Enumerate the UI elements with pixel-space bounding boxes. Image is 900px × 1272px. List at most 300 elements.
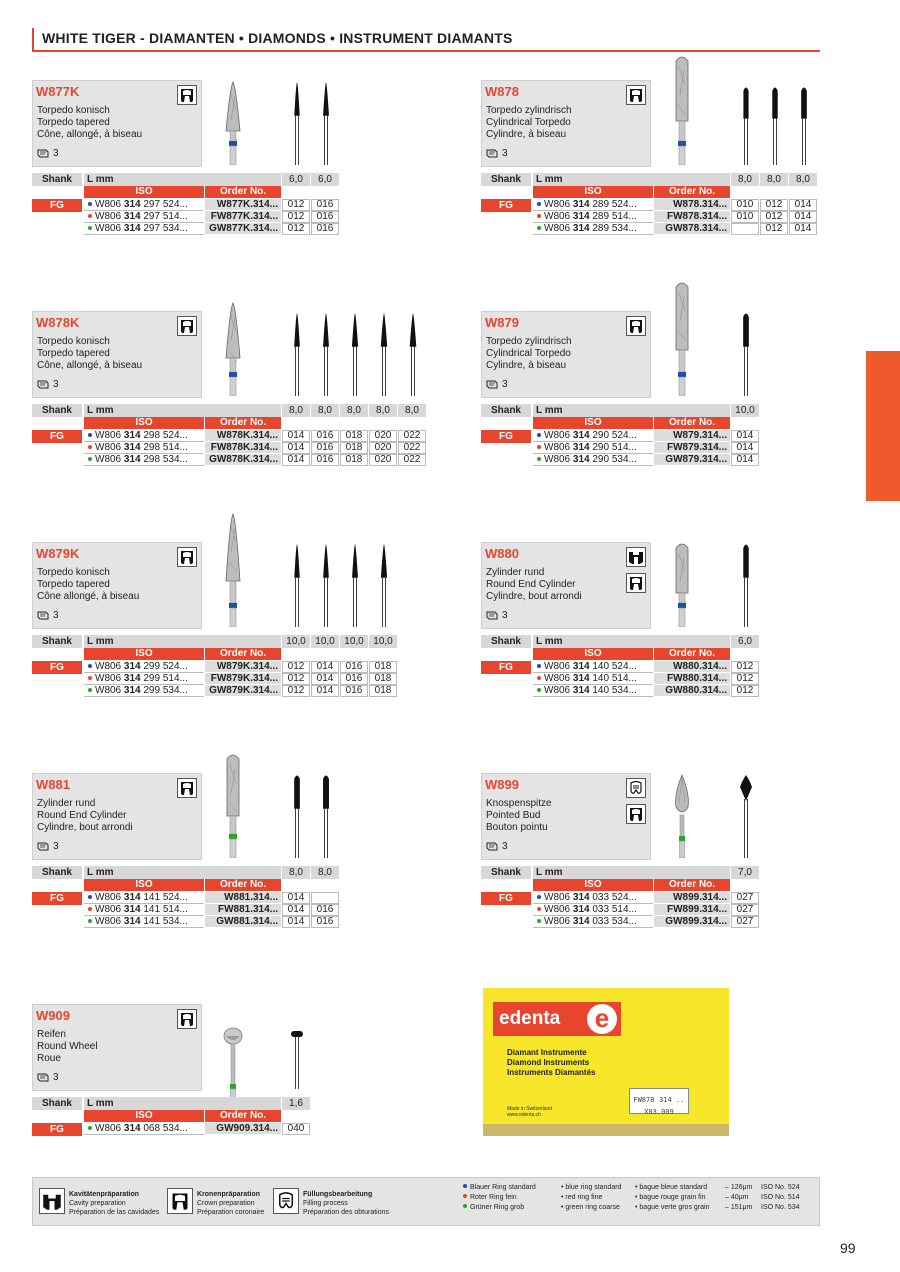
iso-suffix: 298 524... xyxy=(140,430,188,441)
bur-silhouette xyxy=(406,311,420,401)
description-line: Cône allongé, à biseau xyxy=(37,591,140,602)
ring-dot xyxy=(463,1184,467,1188)
iso-shank-code: 314 xyxy=(123,673,141,684)
package-icon xyxy=(486,841,502,852)
length-value: 10,0 xyxy=(340,635,368,648)
legend-line: Cavity preparation xyxy=(69,1200,126,1207)
package-website: www.edenta.ch xyxy=(507,1112,541,1118)
bur-photo xyxy=(671,55,693,170)
bur-silhouette xyxy=(290,542,304,632)
product-code: W879 xyxy=(485,315,519,330)
product-code: W879K xyxy=(36,546,80,561)
crown-icon xyxy=(177,85,197,105)
size-cell: 012 xyxy=(282,673,310,685)
order-number: FW878.314... xyxy=(654,211,730,223)
iso-prefix: W806 xyxy=(544,892,573,903)
iso-suffix: 289 514... xyxy=(589,211,637,222)
length-value: 6,0 xyxy=(311,173,339,186)
ring-legend-en: • green ring coarse xyxy=(561,1204,620,1211)
iso-shank-code: 314 xyxy=(123,430,141,441)
fg-label: FG xyxy=(32,199,82,212)
product-description xyxy=(37,798,133,834)
iso-prefix: W806 xyxy=(95,223,124,234)
size-cell: 012 xyxy=(760,199,788,211)
size-cell: 014 xyxy=(731,454,759,466)
order-number: FW881.314... xyxy=(205,904,281,916)
product-description xyxy=(486,567,582,603)
description-line: Torpedo konisch xyxy=(37,105,110,116)
size-cell xyxy=(311,892,339,904)
iso-number xyxy=(84,904,204,916)
iso-shank-code: 314 xyxy=(123,661,141,672)
legend-line: Crown preparation xyxy=(197,1200,255,1207)
order-number: GW909.314... xyxy=(205,1123,281,1135)
ring-legend-de xyxy=(463,1183,536,1193)
shank-label: Shank xyxy=(481,173,531,186)
size-cell: 020 xyxy=(369,442,397,454)
order-number: GW878.314... xyxy=(654,223,730,235)
size-cell: 012 xyxy=(282,685,310,697)
iso-suffix: 140 524... xyxy=(589,661,637,672)
order-header: Order No. xyxy=(205,648,281,660)
ring-fr-text: bague bleue standard xyxy=(639,1184,708,1191)
bur-photo xyxy=(671,281,693,401)
legend-title: Füllungsbearbeitung xyxy=(303,1191,373,1198)
size-cell: 014 xyxy=(282,904,310,916)
fg-label: FG xyxy=(32,1123,82,1136)
iso-prefix: W806 xyxy=(544,673,573,684)
iso-prefix: W806 xyxy=(95,454,124,465)
description-line: Reifen xyxy=(37,1029,66,1040)
iso-prefix: W806 xyxy=(95,442,124,453)
iso-number xyxy=(84,430,204,442)
pack-quantity xyxy=(486,379,508,390)
size-cell: 014 xyxy=(311,673,339,685)
iso-number xyxy=(84,199,204,211)
description-line: Torpedo konisch xyxy=(37,567,110,578)
length-value: 8,0 xyxy=(731,173,759,186)
package-small-print xyxy=(507,1106,552,1118)
fg-label: FG xyxy=(32,661,82,674)
bur-silhouette xyxy=(739,85,753,170)
product-description xyxy=(37,567,139,603)
iso-suffix: 299 524... xyxy=(140,661,188,672)
ring-dot xyxy=(537,688,541,692)
iso-prefix: W806 xyxy=(544,199,573,210)
length-label: L mm xyxy=(533,173,730,186)
iso-suffix: 140 534... xyxy=(589,685,637,696)
order-number: W879.314... xyxy=(654,430,730,442)
iso-suffix: 299 534... xyxy=(140,685,188,696)
iso-number xyxy=(533,904,653,916)
pack-quantity-value: 3 xyxy=(502,148,508,159)
order-header: Order No. xyxy=(654,186,730,198)
size-cell: 016 xyxy=(340,673,368,685)
iso-number xyxy=(84,211,204,223)
iso-number xyxy=(533,211,653,223)
bur-silhouette xyxy=(319,773,333,863)
package-icon xyxy=(37,148,53,159)
brand-logo: edenta xyxy=(493,1002,621,1036)
iso-shank-code: 314 xyxy=(572,916,590,927)
crown-icon xyxy=(626,573,646,593)
ring-dot xyxy=(537,202,541,206)
size-cell: 022 xyxy=(398,442,426,454)
size-cell: 018 xyxy=(369,673,397,685)
size-cell: 014 xyxy=(282,916,310,928)
iso-shank-code: 314 xyxy=(123,904,141,915)
package-icon xyxy=(37,1072,53,1083)
length-value: 8,0 xyxy=(398,404,426,417)
ring-dot xyxy=(537,445,541,449)
ring-legend-size: – 40μm xyxy=(725,1194,749,1201)
bur-silhouette xyxy=(290,773,304,863)
size-cell: 018 xyxy=(340,430,368,442)
ring-dot xyxy=(88,202,92,206)
length-value: 10,0 xyxy=(731,404,759,417)
ring-dot xyxy=(537,214,541,218)
iso-number xyxy=(84,661,204,673)
legend-title: Kronenpräparation xyxy=(197,1191,261,1198)
description-line: Zylinder rund xyxy=(486,567,545,578)
bur-silhouette xyxy=(348,311,362,401)
crown-icon xyxy=(626,85,646,105)
product-package-photo xyxy=(483,988,729,1136)
product-info-box xyxy=(32,542,202,629)
length-value: 8,0 xyxy=(282,404,310,417)
iso-shank-code: 314 xyxy=(572,685,590,696)
crown-icon xyxy=(177,547,197,567)
ring-legend-iso: ISO No. 514 xyxy=(761,1194,800,1201)
iso-suffix: 299 514... xyxy=(140,673,188,684)
product-info-box xyxy=(481,311,651,398)
size-cell: 014 xyxy=(282,430,310,442)
ring-dot xyxy=(88,907,92,911)
product-info-box xyxy=(32,80,202,167)
description-line: Bouton pointu xyxy=(486,822,548,833)
ring-dot xyxy=(537,664,541,668)
pack-quantity-value: 3 xyxy=(53,1072,59,1083)
order-number: W880.314... xyxy=(654,661,730,673)
iso-number xyxy=(84,685,204,697)
ring-dot xyxy=(537,433,541,437)
ring-dot xyxy=(88,664,92,668)
iso-suffix: 033 524... xyxy=(589,892,637,903)
iso-shank-code: 314 xyxy=(123,199,141,210)
package-icon xyxy=(37,610,53,621)
length-value: 8,0 xyxy=(282,866,310,879)
ring-legend-de xyxy=(463,1193,517,1203)
pack-quantity xyxy=(37,841,59,852)
size-cell: 014 xyxy=(282,454,310,466)
iso-number xyxy=(533,673,653,685)
iso-number xyxy=(84,892,204,904)
iso-number xyxy=(533,454,653,466)
iso-header: ISO xyxy=(533,186,653,198)
iso-prefix: W806 xyxy=(95,892,124,903)
iso-number xyxy=(84,454,204,466)
order-number: GW877K.314... xyxy=(205,223,281,235)
iso-number xyxy=(533,223,653,235)
ring-legend-en: • red ring fine xyxy=(561,1194,603,1201)
ring-dot xyxy=(88,688,92,692)
package-text xyxy=(507,1048,595,1078)
pack-quantity-value: 3 xyxy=(53,610,59,621)
size-cell: 016 xyxy=(311,442,339,454)
iso-number xyxy=(533,430,653,442)
product-code: W877K xyxy=(36,84,80,99)
size-cell: 010 xyxy=(731,199,759,211)
description-line: Torpedo tapered xyxy=(37,117,110,128)
order-number: W878.314... xyxy=(654,199,730,211)
pack-quantity-value: 3 xyxy=(502,841,508,852)
package-icon xyxy=(37,841,53,852)
iso-shank-code: 314 xyxy=(572,661,590,672)
iso-shank-code: 314 xyxy=(572,673,590,684)
length-value: 10,0 xyxy=(282,635,310,648)
size-cell xyxy=(731,223,759,235)
order-number: GW880.314... xyxy=(654,685,730,697)
ring-dot xyxy=(88,433,92,437)
order-header: Order No. xyxy=(654,417,730,429)
ring-dot xyxy=(537,457,541,461)
description-line: Cylindre, à biseau xyxy=(486,129,567,140)
order-number: FW879K.314... xyxy=(205,673,281,685)
description-line: Cône, allongé, à biseau xyxy=(37,360,143,371)
description-line: Torpedo konisch xyxy=(37,336,110,347)
length-label: L mm xyxy=(84,635,281,648)
size-cell: 012 xyxy=(731,661,759,673)
legend-title: Kavitätenpräparation xyxy=(69,1191,140,1198)
iso-prefix: W806 xyxy=(95,685,124,696)
fg-label: FG xyxy=(481,430,531,443)
pack-quantity-value: 3 xyxy=(502,379,508,390)
iso-header: ISO xyxy=(84,186,204,198)
ring-dot xyxy=(88,895,92,899)
order-number: FW880.314... xyxy=(654,673,730,685)
shank-label: Shank xyxy=(481,635,531,648)
description-line: Zylinder rund xyxy=(37,798,96,809)
shank-label: Shank xyxy=(481,866,531,879)
product-w880 xyxy=(481,542,821,732)
ring-legend-size: – 126μm xyxy=(725,1184,753,1191)
iso-suffix: 289 534... xyxy=(589,223,637,234)
order-number: GW879.314... xyxy=(654,454,730,466)
iso-prefix: W806 xyxy=(544,916,573,927)
product-w877k xyxy=(32,80,372,270)
iso-prefix: W806 xyxy=(95,661,124,672)
iso-number xyxy=(84,1123,204,1135)
iso-number xyxy=(533,892,653,904)
size-cell: 014 xyxy=(311,685,339,697)
bur-silhouette xyxy=(377,311,391,401)
description-line: Torpedo zylindrisch xyxy=(486,105,572,116)
length-label: L mm xyxy=(84,404,281,417)
iso-prefix: W806 xyxy=(544,904,573,915)
iso-shank-code: 314 xyxy=(123,1123,141,1134)
size-cell: 016 xyxy=(311,223,339,235)
size-cell: 010 xyxy=(731,211,759,223)
description-line: Cylindrical Torpedo xyxy=(486,348,571,359)
product-description xyxy=(37,336,142,372)
iso-shank-code: 314 xyxy=(572,904,590,915)
product-w899 xyxy=(481,773,821,963)
length-value: 6,0 xyxy=(282,173,310,186)
ring-dot xyxy=(88,1126,92,1130)
shank-label: Shank xyxy=(32,1097,82,1110)
size-cell: 012 xyxy=(731,673,759,685)
size-cell: 012 xyxy=(760,211,788,223)
pack-quantity xyxy=(37,1072,59,1083)
ring-dot xyxy=(88,214,92,218)
size-cell: 018 xyxy=(369,661,397,673)
iso-shank-code: 314 xyxy=(572,454,590,465)
size-cell: 016 xyxy=(311,199,339,211)
product-w909 xyxy=(32,1004,372,1194)
product-code: W880 xyxy=(485,546,519,561)
bur-silhouette xyxy=(290,311,304,401)
order-header: Order No. xyxy=(205,417,281,429)
bur-silhouette xyxy=(739,311,753,401)
filling-icon xyxy=(626,778,646,798)
iso-number xyxy=(84,673,204,685)
iso-number xyxy=(84,442,204,454)
fg-label: FG xyxy=(481,892,531,905)
ring-dot xyxy=(537,907,541,911)
size-cell: 014 xyxy=(311,661,339,673)
size-cell: 020 xyxy=(369,430,397,442)
ring-dot xyxy=(463,1204,467,1208)
fg-label: FG xyxy=(32,430,82,443)
package-icon xyxy=(37,379,53,390)
iso-prefix: W806 xyxy=(95,430,124,441)
ring-en-text: green ring coarse xyxy=(565,1204,620,1211)
order-number: FW878K.314... xyxy=(205,442,281,454)
iso-suffix: 290 514... xyxy=(589,442,637,453)
iso-number xyxy=(84,223,204,235)
crown-icon xyxy=(626,316,646,336)
size-cell: 018 xyxy=(369,685,397,697)
size-cell: 014 xyxy=(789,199,817,211)
ring-dot xyxy=(88,226,92,230)
cavity-icon xyxy=(39,1188,65,1214)
description-line: Pointed Bud xyxy=(486,810,541,821)
description-line: Cylindre, bout arrondi xyxy=(486,591,582,602)
size-cell: 020 xyxy=(369,454,397,466)
shank-label: Shank xyxy=(32,635,82,648)
iso-header: ISO xyxy=(84,1110,204,1122)
iso-suffix: 290 524... xyxy=(589,430,637,441)
ring-legend-size: – 151μm xyxy=(725,1204,753,1211)
length-value: 6,0 xyxy=(731,635,759,648)
iso-number xyxy=(533,685,653,697)
fg-label: FG xyxy=(32,892,82,905)
iso-header: ISO xyxy=(84,417,204,429)
description-line: Round End Cylinder xyxy=(37,810,127,821)
cavity-icon xyxy=(626,547,646,567)
description-line: Round End Cylinder xyxy=(486,579,576,590)
size-cell: 012 xyxy=(282,211,310,223)
length-value: 1,6 xyxy=(282,1097,310,1110)
shank-label: Shank xyxy=(32,866,82,879)
package-label-line: FW878 xyxy=(633,1096,655,1104)
bur-silhouette xyxy=(290,1029,304,1094)
length-label: L mm xyxy=(533,404,730,417)
ring-dot xyxy=(537,226,541,230)
size-cell: 018 xyxy=(340,454,368,466)
ring-de-text: Blauer Ring standard xyxy=(470,1184,536,1191)
description-line: Torpedo tapered xyxy=(37,579,110,590)
iso-suffix: 297 534... xyxy=(140,223,188,234)
legend-text xyxy=(69,1190,159,1217)
legend-line: Préparation des obturations xyxy=(303,1209,389,1216)
ring-legend-fr: • bague rouge grain fin xyxy=(635,1194,706,1201)
length-label: L mm xyxy=(533,866,730,879)
fg-label: FG xyxy=(481,199,531,212)
order-header: Order No. xyxy=(205,186,281,198)
iso-shank-code: 314 xyxy=(572,430,590,441)
ring-dot xyxy=(463,1194,467,1198)
iso-suffix: 141 534... xyxy=(140,916,188,927)
size-cell: 012 xyxy=(282,223,310,235)
product-info-box xyxy=(32,1004,202,1091)
iso-prefix: W806 xyxy=(95,916,124,927)
size-cell: 016 xyxy=(311,916,339,928)
iso-shank-code: 314 xyxy=(572,223,590,234)
ring-legend-fr: • bague verte gros grain xyxy=(635,1204,710,1211)
pack-quantity-value: 3 xyxy=(53,148,59,159)
bur-silhouette xyxy=(739,542,753,632)
ring-legend-iso: ISO No. 524 xyxy=(761,1184,800,1191)
legend-text xyxy=(303,1190,389,1217)
length-value: 8,0 xyxy=(760,173,788,186)
package-label-line: 314 .. xyxy=(659,1096,685,1104)
length-label: L mm xyxy=(84,1097,281,1110)
length-value: 10,0 xyxy=(369,635,397,648)
iso-suffix: 141 514... xyxy=(140,904,188,915)
legend-bar xyxy=(32,1177,820,1226)
bur-silhouette xyxy=(319,542,333,632)
legend-line: Filling process xyxy=(303,1200,348,1207)
length-label: L mm xyxy=(84,866,281,879)
ring-en-text: blue ring standard xyxy=(565,1184,622,1191)
iso-shank-code: 314 xyxy=(572,199,590,210)
iso-number xyxy=(533,916,653,928)
pack-quantity-value: 3 xyxy=(53,379,59,390)
pack-quantity xyxy=(486,841,508,852)
ring-legend-de xyxy=(463,1203,524,1213)
product-w881 xyxy=(32,773,372,963)
size-cell: 014 xyxy=(731,442,759,454)
shank-label: Shank xyxy=(32,173,82,186)
description-line: Roue xyxy=(37,1053,61,1064)
size-cell: 027 xyxy=(731,892,759,904)
order-number: GW899.314... xyxy=(654,916,730,928)
order-header: Order No. xyxy=(654,648,730,660)
product-description xyxy=(37,1029,98,1065)
iso-header: ISO xyxy=(533,879,653,891)
ring-en-text: red ring fine xyxy=(565,1194,603,1201)
brand-logo-mark: e xyxy=(587,1004,617,1034)
pack-quantity xyxy=(37,379,59,390)
order-number: FW899.314... xyxy=(654,904,730,916)
crown-icon xyxy=(177,1009,197,1029)
size-cell: 012 xyxy=(731,685,759,697)
iso-number xyxy=(533,199,653,211)
size-cell: 018 xyxy=(340,442,368,454)
product-code: W878K xyxy=(36,315,80,330)
iso-suffix: 140 514... xyxy=(589,673,637,684)
